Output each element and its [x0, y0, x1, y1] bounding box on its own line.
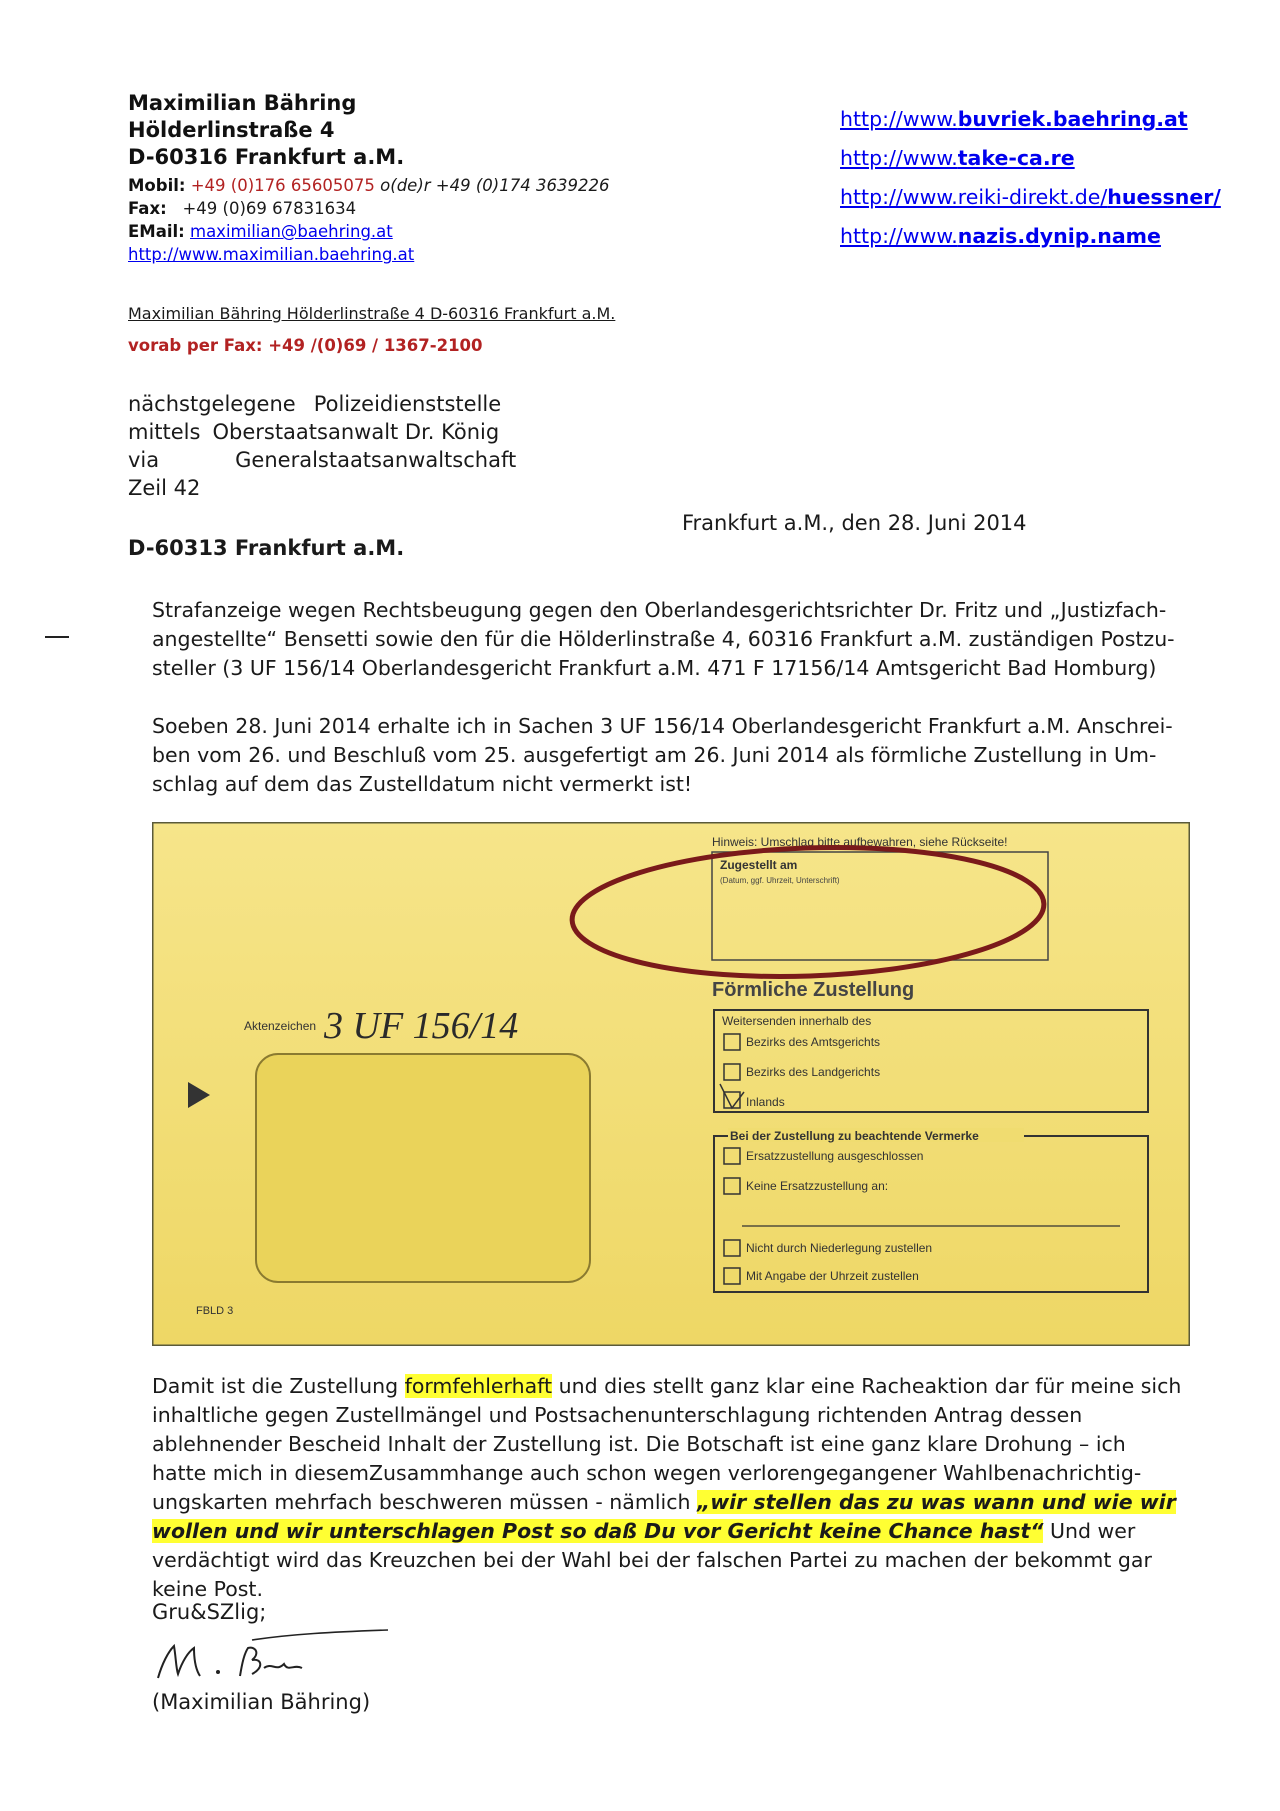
sender-address	[128, 90, 404, 171]
mobil-number-2: +49 (0)174 3639226	[435, 176, 610, 195]
fold-mark	[45, 636, 69, 638]
recipient-line2-b: Oberstaatsanwalt Dr. König	[212, 420, 500, 444]
sender-name: Maximilian Bähring	[128, 91, 357, 115]
sender-street: Hölderlinstraße 4	[128, 118, 335, 142]
recipient-line3-b: Generalstaatsanwaltschaft	[235, 448, 517, 472]
fax-notice: vorab per Fax: +49 /(0)69 / 1367-2100	[128, 336, 483, 355]
paragraph-text: und dies stellt ganz klar eine Racheaktion dar für meine sich inhaltliche gegen Zustellmängel und Postsachenunterschlagung richtenden Antrag dessen ablehnender Bescheid Inhalt der Zustellung ist. Die Botschaft ist eine ganz klare Drohung – ich hatte mich in diesemZusammhange auch schon wegen verlorengegangener Wahlbenachrichtig-ungskarten mehrfach beschweren müssen - nämlich	[152, 1374, 1182, 1514]
notes-option: Mit Angabe der Uhrzeit zustellen	[746, 1269, 919, 1283]
forward-header: Weitersenden innerhalb des	[722, 1014, 872, 1028]
recipient-line3-a: via	[128, 448, 160, 472]
mobil-label: Mobil:	[128, 176, 186, 195]
link-item[interactable]: http://www.reiki-direkt.de/huessner/	[840, 185, 1221, 209]
envelope-hint: Hinweis: Umschlag bitte aufbewahren, siehe Rückseite!	[712, 835, 1008, 849]
forward-option: Bezirks des Amtsgerichts	[746, 1035, 881, 1049]
subject-paragraph: Strafanzeige wegen Rechtsbeugung gegen den Oberlandesgerichtsrichter Dr. Fritz und „Justizfach-angestellte“ Bensetti sowie den für die Hölderlinstraße 4, 60316 Frankfurt a.M. zuständigen Postzu-steller (3 UF 156/14 Oberlandesgericht Frankfurt a.M. 471 F 17156/14 Amtsgericht Bad Homburg)	[152, 598, 1175, 680]
notes-option: Nicht durch Niederlegung zustellen	[746, 1241, 933, 1255]
letter-date: Frankfurt a.M., den 28. Juni 2014	[682, 511, 1027, 535]
form-code: FBLD 3	[196, 1305, 234, 1317]
recipient-address	[128, 390, 516, 502]
website-link[interactable]: http://www.maximilian.baehring.at	[128, 245, 415, 264]
paragraph-text: Damit ist die Zustellung	[152, 1374, 405, 1398]
recipient-line4: Zeil 42	[128, 476, 201, 500]
closing-greeting: Gru&SZlig;	[152, 1600, 267, 1624]
fax-label: Fax:	[128, 199, 167, 218]
sender-contact	[128, 174, 609, 266]
body-paragraph-2: Soeben 28. Juni 2014 erhalte ich in Sachen 3 UF 156/14 Oberlandesgericht Frankfurt a.M. Anschrei-ben vom 26. und Beschluß vom 25. ausgefertigt am 26. Juni 2014 als förmliche Zustellung in Um-schlag auf dem das Zustelldatum nicht vermerkt ist!	[152, 714, 1173, 796]
envelope-window	[256, 1054, 590, 1282]
zugestellt-label: Zugestellt am	[720, 858, 798, 872]
website-line	[128, 243, 609, 266]
paragraph-text: Und wer verdächtigt wird das Kreuzchen bei der Wahl bei der falschen Partei zu machen der bekommt gar keine Post.	[152, 1519, 1152, 1601]
recipient-line1-a: nächstgelegene	[128, 392, 296, 416]
recipient-city: D-60313 Frankfurt a.M.	[128, 536, 405, 560]
highlight-formfehlerhaft: formfehlerhaft	[404, 1374, 553, 1398]
link-item[interactable]: http://www.buvriek.baehring.at	[840, 107, 1188, 131]
sender-city: D-60316 Frankfurt a.M.	[128, 145, 405, 169]
return-address: Maximilian Bähring Hölderlinstraße 4 D-60316 Frankfurt a.M.	[128, 304, 616, 323]
aktenzeichen-handwritten: 3 UF 156/14	[324, 1005, 519, 1047]
forward-option: Inlands	[746, 1095, 785, 1109]
aktenzeichen-label: Aktenzeichen	[244, 1019, 317, 1033]
zugestellt-sublabel: (Datum, ggf. Uhrzeit, Unterschrift)	[720, 876, 840, 885]
fax-number: +49 (0)69 67831634	[182, 199, 357, 218]
highlight-quote: „wir stellen das zu was wann und wie wir wollen und wir unterschlagen Post so daß Du vor Gericht keine Chance hast“	[152, 1490, 1176, 1543]
recipient-line2-a: mittels	[128, 420, 201, 444]
link-list	[840, 100, 1221, 256]
forward-option: Bezirks des Landgerichts	[746, 1065, 881, 1079]
notes-option: Ersatzzustellung ausgeschlossen	[746, 1149, 924, 1163]
email-line	[128, 220, 609, 243]
mobil-number-1: +49 (0)176 65605075	[190, 176, 375, 195]
email-link[interactable]: maximilian@baehring.at	[190, 222, 393, 241]
body-paragraph-3	[152, 1372, 1182, 1604]
signature-image	[152, 1628, 392, 1686]
envelope-scan	[152, 822, 1190, 1346]
envelope-title: Förmliche Zustellung	[712, 979, 915, 1001]
notes-header: Bei der Zustellung zu beachtende Vermerke	[730, 1129, 979, 1143]
email-label: EMail:	[128, 222, 185, 241]
link-item[interactable]: http://www.nazis.dynip.name	[840, 224, 1161, 248]
link-item[interactable]: http://www.take-ca.re	[840, 146, 1075, 170]
mobil-or: o(de)r	[380, 176, 431, 195]
recipient-line1-b: Polizeidienststelle	[313, 392, 502, 416]
fax-line	[128, 197, 609, 220]
signature-name: (Maximilian Bähring)	[152, 1690, 371, 1714]
mobil-line	[128, 174, 609, 197]
notes-option: Keine Ersatzzustellung an:	[746, 1179, 889, 1193]
